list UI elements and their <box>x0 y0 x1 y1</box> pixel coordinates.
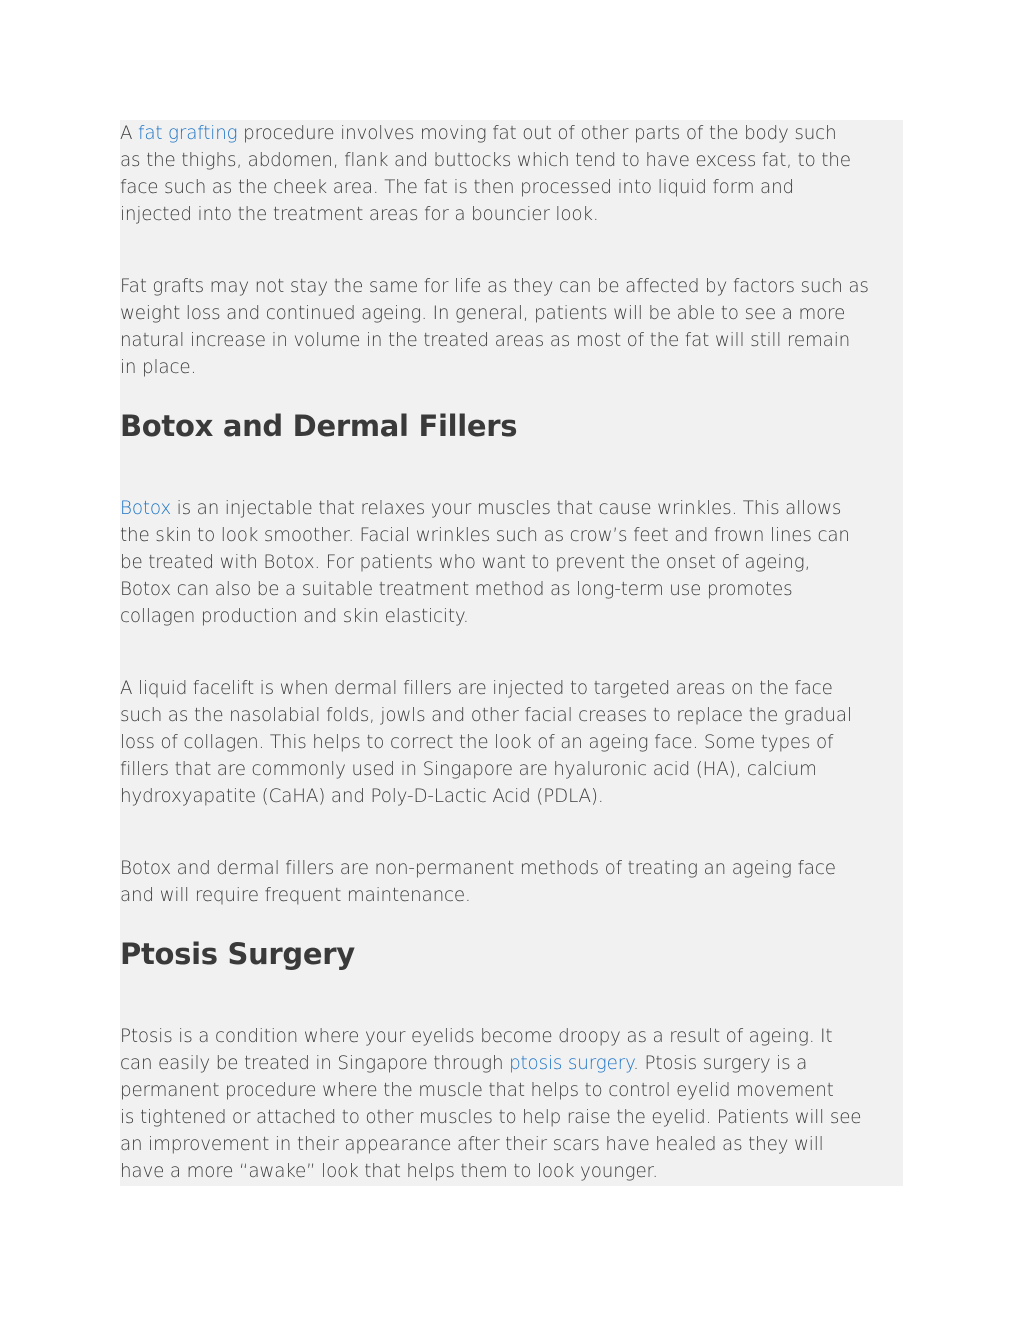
text-line: hydroxyapatite (CaHA) and Poly-D-Lactic Acid (PDLA). <box>120 786 604 807</box>
fat-grafting-link[interactable]: fat grafting <box>138 123 238 144</box>
text-line: such as the nasolabial folds, jowls and other facial creases to replace the gradual <box>120 705 852 726</box>
text-line: Fat grafts may not stay the same for life as they can be affected by factors such as <box>120 276 869 297</box>
text-line: loss of collagen. This helps to correct the look of an ageing face. Some types of <box>120 732 834 753</box>
text-line: natural increase in volume in the treated areas as most of the fat will still remain <box>120 330 851 351</box>
text-line: as the thighs, abdomen, flank and buttocks which tend to have excess fat, to the <box>120 150 851 171</box>
text-line: be treated with Botox. For patients who want to prevent the onset of ageing, <box>120 552 811 573</box>
ptosis-heading: Ptosis Surgery <box>120 937 355 971</box>
ptosis-surgery-link[interactable]: ptosis surgery <box>509 1053 634 1074</box>
text-line: A liquid facelift is when dermal fillers are injected to targeted areas on the face <box>120 678 833 699</box>
text-line: Botox and dermal fillers are non-permanent methods of treating an ageing face <box>120 858 836 879</box>
text-line: injected into the treatment areas for a bouncier look. <box>120 204 599 225</box>
text-line: permanent procedure where the muscle that helps to control eyelid movement <box>120 1080 834 1101</box>
botox-paragraph <box>120 495 910 630</box>
text-line: fillers that are commonly used in Singapore are hyaluronic acid (HA), calcium <box>120 759 817 780</box>
text-line: the skin to look smoother. Facial wrinkles such as crow’s feet and frown lines can <box>120 525 850 546</box>
text-line: Botox can also be a suitable treatment method as long-term use promotes <box>120 579 793 600</box>
text-line: in place. <box>120 357 197 378</box>
text-line: Ptosis is a condition where your eyelids become droopy as a result of ageing. It <box>120 1026 833 1047</box>
fat-grafts-paragraph <box>120 273 910 381</box>
text-line: and will require frequent maintenance. <box>120 885 471 906</box>
text-line: an improvement in their appearance after their scars have healed as they will <box>120 1134 824 1155</box>
text-line: weight loss and continued ageing. In general, patients will be able to see a more <box>120 303 846 324</box>
article-body <box>120 120 903 1186</box>
botox-heading: Botox and Dermal Fillers <box>120 409 518 443</box>
fat-grafting-paragraph <box>120 120 910 228</box>
text-line: collagen production and skin elasticity. <box>120 606 469 627</box>
text: can easily be treated in Singapore through <box>120 1053 510 1074</box>
ptosis-paragraph <box>120 1023 910 1185</box>
maintenance-paragraph <box>120 855 910 909</box>
liquid-facelift-paragraph <box>120 675 910 810</box>
text-line: have a more “awake” look that helps them to look younger. <box>120 1161 658 1182</box>
botox-link[interactable]: Botox <box>120 498 172 519</box>
text-line: face such as the cheek area. The fat is then processed into liquid form and <box>120 177 794 198</box>
text: A <box>120 123 139 144</box>
text: procedure involves moving fat out of other parts of the body such <box>237 123 837 144</box>
text: . Ptosis surgery is a <box>633 1053 808 1074</box>
text: is an injectable that relaxes your muscles that cause wrinkles. This allows <box>171 498 842 519</box>
text-line: is tightened or attached to other muscles to help raise the eyelid. Patients will see <box>120 1107 862 1128</box>
